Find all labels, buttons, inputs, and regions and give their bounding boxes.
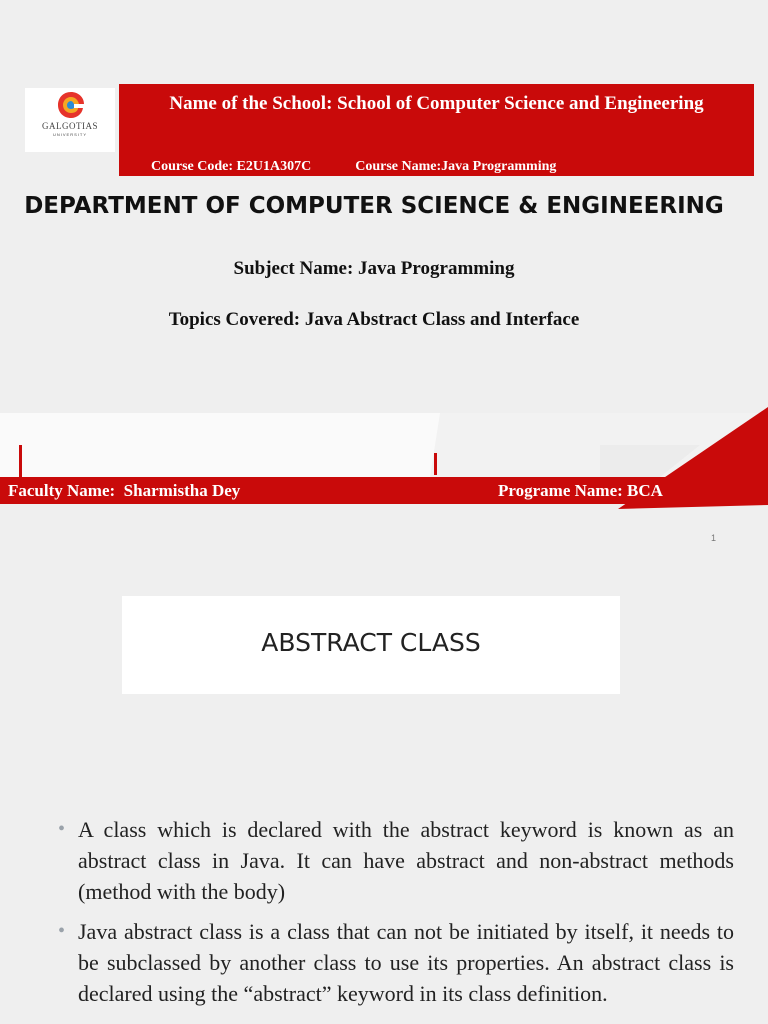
topics-covered: Topics Covered: Java Abstract Class and Interface [168, 309, 580, 330]
course-info [151, 159, 751, 175]
school-name: Name of the School: School of Computer Science and Engineering [169, 93, 704, 114]
list-item [58, 916, 734, 1009]
slide-title: ABSTRACT CLASS [261, 628, 481, 657]
faculty-bar [0, 477, 768, 504]
bullet-icon: • [58, 818, 66, 840]
logo-swirl-icon [57, 90, 85, 120]
logo-name: GALGOTIAS [42, 121, 98, 131]
logo-subtitle: UNIVERSITY [52, 132, 87, 137]
bullet-text: A class which is declared with the abstract keyword is known as an abstract class in Java. It can have abstract and non-abstract methods (method with the body) [78, 817, 734, 904]
divider-tick-left [19, 445, 22, 477]
slide-title-box [122, 596, 620, 694]
school-banner [119, 84, 754, 176]
university-logo [25, 88, 115, 152]
divider-tick-middle [434, 453, 437, 475]
course-name: Course Name:Java Programming [355, 159, 557, 174]
programme-name: Programe Name: BCA [498, 481, 663, 500]
course-code: Course Code: E2U1A307C [151, 159, 312, 174]
list-item [58, 814, 734, 907]
faculty-name: Faculty Name: Sharmistha Dey [8, 481, 241, 500]
subject-name: Subject Name: Java Programming [233, 258, 515, 279]
bullet-text: Java abstract class is a class that can not be initiated by itself, it needs to be subclassed by another class to use its properties. An abstract class is declared using the “abstract” keyword in its class definition. [78, 919, 734, 1006]
bullet-list [58, 814, 734, 1018]
department-title: DEPARTMENT OF COMPUTER SCIENCE & ENGINEERING [24, 193, 724, 219]
bullet-icon: • [58, 920, 66, 942]
page-number: 1 [711, 533, 717, 543]
